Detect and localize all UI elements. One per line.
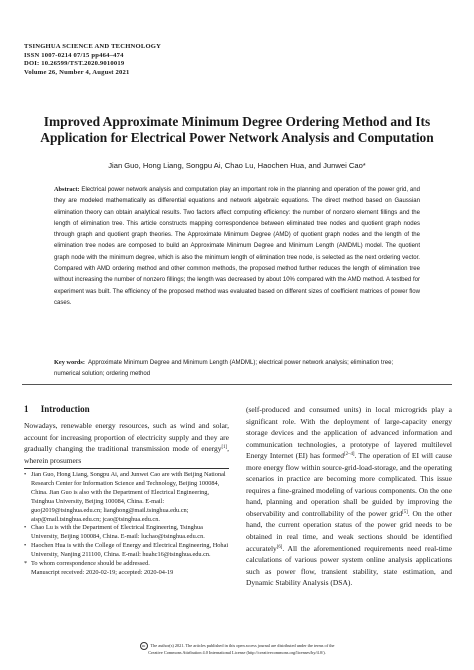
citation: [6]	[276, 544, 283, 550]
footnote-correspondence	[24, 560, 229, 569]
footnote-bullet: *	[24, 560, 28, 568]
intro-text-end: , wherein prosumers	[24, 444, 229, 465]
license-line1: The author(s) 2021. The articles published in this open access journal are distributed under the terms of the	[150, 642, 335, 648]
abstract-text: Electrical power network analysis and computation play an important role in the planning and operation of the power grid, and they are modeled mathematically as differential equations and network algebraic equations. The direct method based on Gaussian elimination theory can obtain analytical results. Two factors affect computing efficiency: the number of nonzero element fillings and the length of elimination tree. This article constructs mapping correspondence between eliminated tree nodes and quotient graph nodes through graph and quotient graph theories. The Approximate Minimum Degree (AMD) of quotient graph nodes and the length of the elimination tree nodes are composed to build an Approximate Minimum Degree and Minimum Length (AMDML) model. The quotient graph node with the minimum degree, which is also the minimum length of elimination tree node, is selected as the next ordering vector. Compared with AMD ordering method and other common methods, the proposed method further reduces the length of elimination tree without increasing the number of nonzero fillings; the length was decreased by about 10% compared with the AMD method. A testbed for experiment was built. The efficiency of the proposed method was evaluated based on different sizes of coefficient matrices of power flow cases.	[54, 187, 420, 306]
journal-issn: ISSN 1007-0214 07/15 pp464–474	[24, 51, 124, 59]
footnote-text: Haochen Hua is with the College of Energy and Electrical Engineering, Hohai University, Nanjing 211100, China. E-mail: huahc16@tsinghua.edu.cn.	[31, 542, 229, 559]
left-column	[24, 420, 229, 466]
section-title: Introduction	[40, 404, 90, 414]
body-text: . All the aforementioned requirements need real-time calculations of various power system online analysis applications such as power flow, transient stability, state estimation, and Dynamic Stability Analysis (DSA).	[246, 543, 452, 588]
paper-title	[18, 114, 456, 145]
footnote-affiliation-1	[24, 471, 229, 524]
footnote-bullet: •	[24, 471, 27, 478]
paper-title-line1: Improved Approximate Minimum Degree Ordering Method and Its	[43, 114, 431, 129]
keywords-label: Key words:	[54, 359, 85, 366]
journal-header	[24, 43, 161, 77]
body-text: . The operation of EI will cause more energy flow within source-grid-load-storage, and the operating scenarios in practice are becoming more complicated. This issue requires a fine-grained modeling of various components. On the one hand, planning and operation shall be guided by improving the observability and controllability of the power grid	[246, 451, 453, 518]
footnote-affiliation-2	[24, 524, 229, 542]
body-text: (self-produced and consumed units) in local microgrids play a significant role. With the deployment of large-capacity energy storage devices and the application of advanced information and communication technologies, a prototype of layered multilevel Energy Internet (EI) has formed	[246, 405, 452, 461]
abstract	[54, 184, 420, 309]
section-number: 1	[24, 404, 29, 414]
citation: [5]	[402, 509, 408, 515]
footnote-text: Jian Guo, Hong Liang, Songpu Ai, and Junwei Cao are with Beijing National Research Center for Information Science and Technology, Beijing 100084, China. Jian Guo is also with the Department of Electrical Engineering, Tsinghua University, Beijing 100084, China. E-mail: guoj2019@tsinghua.edu.cn; lianghong@mail.tsinghua.edu.cn; aisp@mail.tsinghua.edu.cn; jcao@tsinghua.edu.cn.	[31, 471, 226, 523]
body-text: . On the other hand, the current operation status of the power grid needs to be obtained in real time, and weak sections should be identified accurately	[246, 508, 452, 553]
journal-doi: DOI: 10.26599/TST.2020.9010019	[24, 60, 125, 68]
paper-title-line2: Application for Electrical Power Network Analysis and Computation	[40, 129, 434, 145]
footnotes	[24, 468, 229, 578]
footnote-bullet: •	[24, 524, 27, 532]
license-notice	[0, 642, 474, 656]
intro-paragraph	[24, 420, 229, 466]
keywords	[54, 357, 420, 381]
copyright-icon: cc	[140, 642, 148, 650]
intro-text: Nowadays, renewable energy resources, such as wind and solar, account for increasing proportion of electricity supply and they are gradually changing the traditional transmission mode of energy	[24, 421, 229, 454]
footnote-affiliation-3	[24, 542, 229, 560]
journal-name: TSINGHUA SCIENCE AND TECHNOLOGY	[24, 43, 162, 50]
right-column	[246, 404, 452, 589]
journal-volume: Volume 26, Number 4, August 2021	[24, 68, 130, 76]
section-heading	[24, 404, 90, 414]
footnote-text: Chao Lu is with the Department of Electrical Engineering, Tsinghua University, Beijing 100084, China. E-mail: luchao@tsinghua.edu.cn.	[31, 524, 205, 541]
footnote-text: To whom correspondence should be addressed.	[31, 560, 150, 568]
citation: [1]	[221, 445, 228, 451]
footnote-bullet: •	[24, 542, 27, 550]
section-divider	[22, 384, 452, 385]
manuscript-dates: Manuscript received: 2020-02-19; accepted: 2020-04-19	[31, 568, 174, 576]
keywords-text: Approximate Minimum Degree and Minimum Length (AMDML); electrical power network analysis; elimination tree; numerical solution; ordering method	[54, 360, 394, 378]
license-line2: Creative Commons Attribution 4.0 International License (http://creativecommons.org/licenses/by/4.0/).	[148, 650, 326, 655]
author-list: Jian Guo, Hong Liang, Songpu Ai, Chao Lu, Haochen Hua, and Junwei Cao*	[108, 161, 366, 170]
citation: [2–4]	[344, 452, 355, 458]
intro-paragraph-continued	[246, 404, 452, 589]
abstract-label: Abstract:	[54, 186, 80, 193]
